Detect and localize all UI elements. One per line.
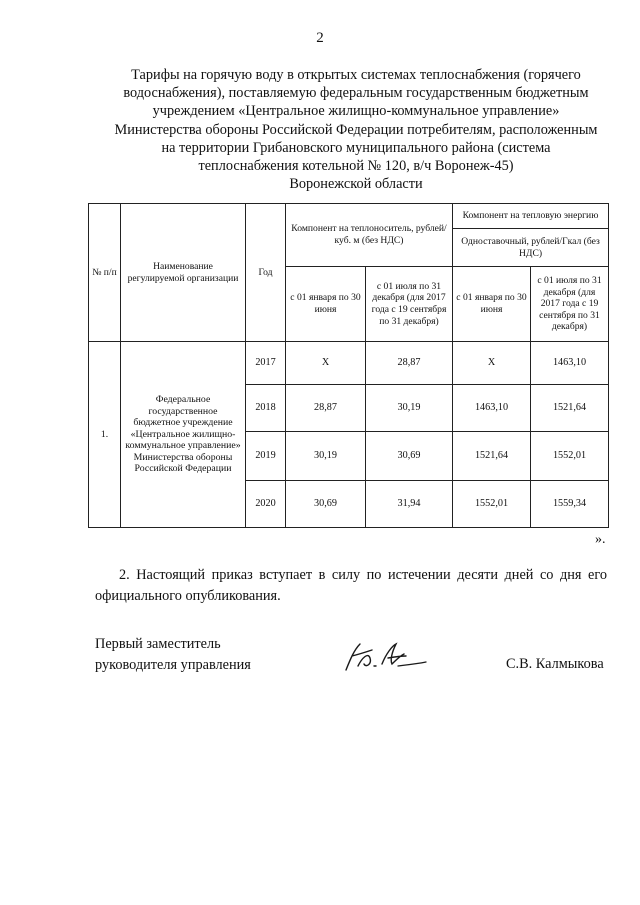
- title-line: Министерства обороны Российской Федерации потребителям, расположенным: [114, 121, 598, 138]
- signatory-position: [95, 634, 251, 676]
- carrier-h2-cell: 30,69: [366, 432, 453, 481]
- header-energy-component: Компонент на тепловую энергию: [453, 204, 609, 229]
- signatory-position-line: Первый заместитель: [95, 636, 221, 652]
- title-line: теплоснабжения котельной № 120, в/ч Воронеж-45): [198, 158, 514, 175]
- closing-quote: ».: [595, 532, 606, 547]
- title-line: на территории Грибановского муниципального района (система: [161, 139, 551, 156]
- title-line: Тарифы на горячую воду в открытых системах теплоснабжения (горячего: [131, 67, 581, 83]
- carrier-h2-cell: 31,94: [366, 481, 453, 528]
- document-title: [95, 66, 617, 193]
- energy-h1-cell: 1521,64: [453, 432, 531, 481]
- energy-h2-cell: 1463,10: [531, 342, 609, 385]
- year-cell: 2018: [246, 385, 286, 432]
- organization-name: Федеральное государственное бюджетное учреждение «Центральное жилищно-коммунальное управление» Министерства обороны Российской Федерации: [121, 342, 246, 528]
- signatory-position-line: руководителя управления: [95, 657, 251, 673]
- energy-h2-cell: 1521,64: [531, 385, 609, 432]
- carrier-h1-cell: 30,19: [286, 432, 366, 481]
- year-cell: 2020: [246, 481, 286, 528]
- header-carrier-component: Компонент на теплоноситель, рублей/куб. м (без НДС): [286, 204, 453, 267]
- table-row: [89, 342, 609, 385]
- header-year: Год: [246, 204, 286, 342]
- carrier-h2-cell: 28,87: [366, 342, 453, 385]
- handwritten-signature: [340, 636, 430, 680]
- energy-h2-cell: 1559,34: [531, 481, 609, 528]
- row-number: 1.: [89, 342, 121, 528]
- year-cell: 2019: [246, 432, 286, 481]
- carrier-h1-cell: Х: [286, 342, 366, 385]
- header-organization: Наименование регулируемой организации: [121, 204, 246, 342]
- header-number: № п/п: [89, 204, 121, 342]
- header-period-carrier-h2: с 01 июля по 31 декабря (для 2017 года с 19 сентября по 31 декабря): [366, 267, 453, 342]
- energy-h1-cell: 1552,01: [453, 481, 531, 528]
- header-period-energy-h2: с 01 июля по 31 декабря (для 2017 года с 19 сентября по 31 декабря): [531, 267, 609, 342]
- header-period-carrier-h1: с 01 января по 30 июня: [286, 267, 366, 342]
- header-energy-single-rate: Одноставочный, рублей/Гкал (без НДС): [453, 229, 609, 267]
- carrier-h2-cell: 30,19: [366, 385, 453, 432]
- title-line: учреждением «Центральное жилищно-коммунальное управление»: [152, 103, 560, 120]
- energy-h2-cell: 1552,01: [531, 432, 609, 481]
- signatory-name: С.В. Калмыкова: [506, 656, 604, 672]
- order-paragraph: 2. Настоящий приказ вступает в силу по истечении десяти дней со дня его официального опубликования.: [95, 567, 607, 604]
- tariff-table: [88, 203, 609, 528]
- carrier-h1-cell: 30,69: [286, 481, 366, 528]
- energy-h1-cell: Х: [453, 342, 531, 385]
- title-line: Воронежской области: [289, 176, 423, 193]
- page-number: 2: [316, 30, 324, 46]
- energy-h1-cell: 1463,10: [453, 385, 531, 432]
- title-line: водоснабжения), поставляемую федеральным государственным бюджетным: [123, 85, 589, 102]
- carrier-h1-cell: 28,87: [286, 385, 366, 432]
- header-period-energy-h1: с 01 января по 30 июня: [453, 267, 531, 342]
- year-cell: 2017: [246, 342, 286, 385]
